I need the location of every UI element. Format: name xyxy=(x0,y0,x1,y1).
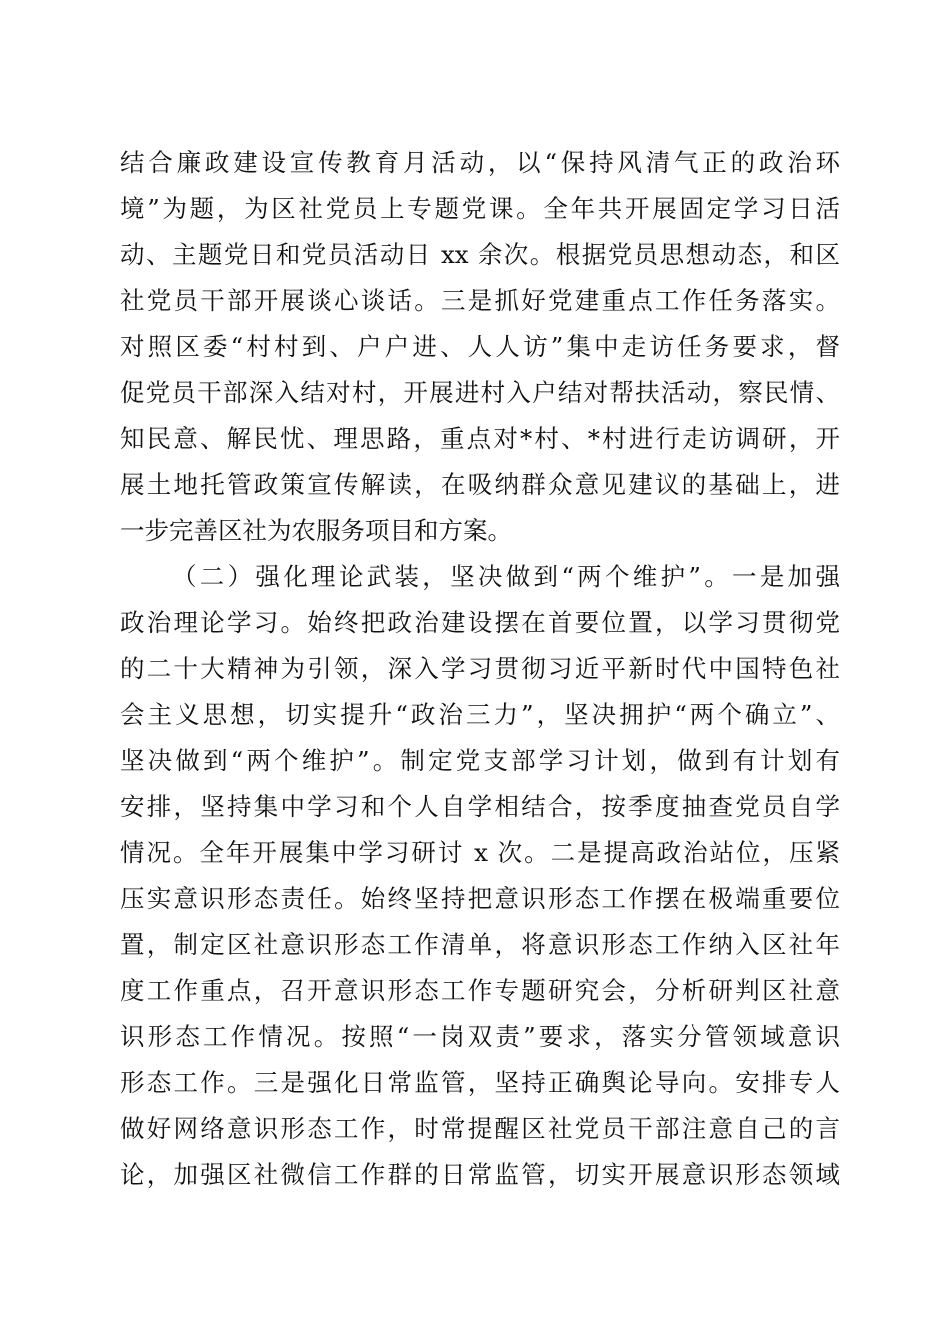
text-line: 政治理论学习。始终把政治建设摆在首要位置，以学习贯彻党 xyxy=(120,608,840,637)
text-line: 坚决做到“两个维护”。制定党支部学习计划，做到有计划有 xyxy=(120,746,840,775)
text-line: 结合廉政建设宣传教育月活动，以“保持风清气正的政治环 xyxy=(120,148,840,177)
text-line: 对照区委“村村到、户户进、人人访”集中走访任务要求，督 xyxy=(120,332,840,361)
section-heading-line: （二）强化理论武装，坚决做到“两个维护”。一是加强 xyxy=(172,562,840,591)
text-line: 情况。全年开展集中学习研讨 x 次。二是提高政治站位，压紧 xyxy=(120,838,840,867)
document-body xyxy=(120,140,840,1198)
text-line: 动、主题党日和党员活动日 xx 余次。根据党员思想动态，和区 xyxy=(120,240,840,269)
text-line: 展土地托管政策宣传解读，在吸纳群众意见建议的基础上，进 xyxy=(120,470,840,499)
text-line: 度工作重点，召开意识形态工作专题研究会，分析研判区社意 xyxy=(120,976,840,1005)
text-line: 会主义思想，切实提升“政治三力”，坚决拥护“两个确立”、 xyxy=(120,700,840,729)
text-line: 论，加强区社微信工作群的日常监管，切实开展意识形态领域 xyxy=(120,1160,840,1189)
paragraph-party-building xyxy=(120,140,840,554)
text-line: 境”为题，为区社党员上专题党课。全年共开展固定学习日活 xyxy=(120,194,840,223)
text-line: 安排，坚持集中学习和个人自学相结合，按季度抽查党员自学 xyxy=(120,792,840,821)
text-line: 促党员干部深入结对村，开展进村入户结对帮扶活动，察民情、 xyxy=(120,378,840,407)
text-line: 一步完善区社为农服务项目和方案。 xyxy=(120,516,512,545)
text-line: 社党员干部开展谈心谈话。三是抓好党建重点工作任务落实。 xyxy=(120,286,840,315)
paragraph-theory-study xyxy=(120,554,840,1198)
text-line: 的二十大精神为引领，深入学习贯彻习近平新时代中国特色社 xyxy=(120,654,840,683)
text-line: 做好网络意识形态工作，时常提醒区社党员干部注意自己的言 xyxy=(120,1114,840,1143)
text-line: 识形态工作情况。按照“一岗双责”要求，落实分管领域意识 xyxy=(120,1022,840,1051)
text-line: 形态工作。三是强化日常监管，坚持正确舆论导向。安排专人 xyxy=(120,1068,840,1097)
text-line: 置，制定区社意识形态工作清单，将意识形态工作纳入区社年 xyxy=(120,930,840,959)
text-line: 压实意识形态责任。始终坚持把意识形态工作摆在极端重要位 xyxy=(120,884,840,913)
text-line: 知民意、解民忧、理思路，重点对*村、*村进行走访调研，开 xyxy=(120,424,840,453)
